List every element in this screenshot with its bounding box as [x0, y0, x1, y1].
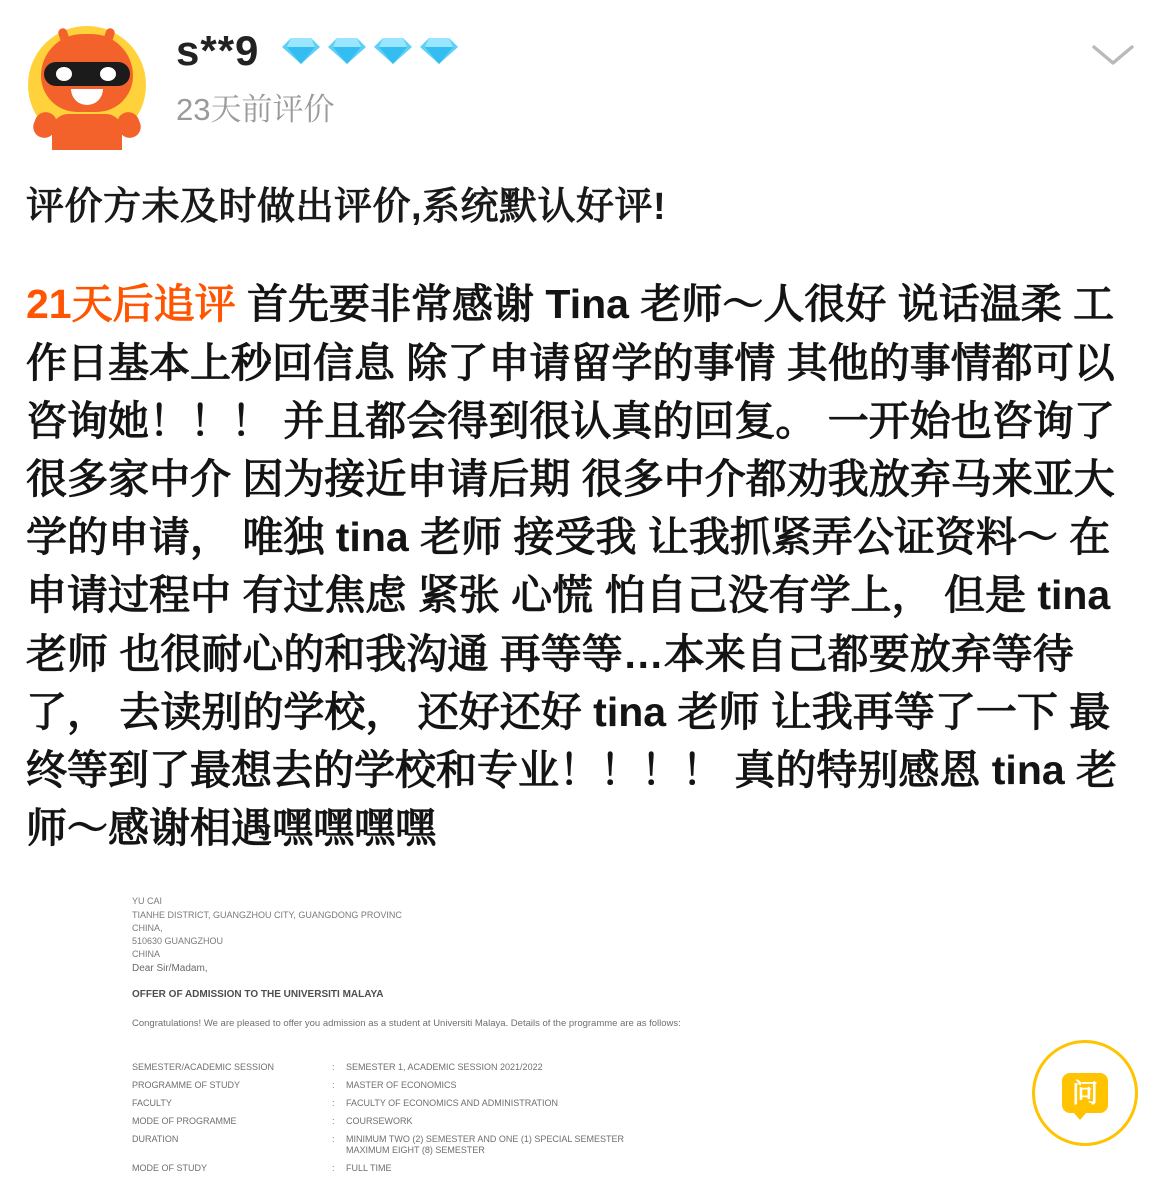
- table-row: [132, 1081, 712, 1092]
- avatar-body-icon: [52, 114, 122, 150]
- diamond-icon: [281, 36, 321, 66]
- detail-value: [346, 1164, 712, 1175]
- user-nickname: s**9: [176, 27, 260, 74]
- offer-letter-image[interactable]: [122, 881, 722, 1174]
- detail-key: DURATION: [132, 1134, 179, 1145]
- detail-value-line: MINIMUM TWO (2) SEMESTER AND ONE (1) SPECIAL SEMESTER: [346, 1134, 625, 1145]
- offer-letter-salutation: Dear Sir/Madam,: [132, 963, 208, 975]
- first-comment-text: 评价方未及时做出评价,系统默认好评!: [26, 186, 667, 228]
- address-line: CHINA,: [132, 922, 163, 933]
- detail-colon: :: [332, 1163, 335, 1174]
- detail-colon: :: [332, 1098, 335, 1109]
- detail-colon: :: [332, 1134, 335, 1145]
- detail-colon: :: [332, 1080, 335, 1091]
- diamond-icon: [327, 36, 367, 66]
- ask-button-label: 问: [1071, 1078, 1098, 1108]
- table-row: [132, 1099, 712, 1110]
- avatar[interactable]: [28, 26, 146, 144]
- table-row: [132, 1117, 712, 1128]
- detail-value-line: MAXIMUM EIGHT (8) SEMESTER: [346, 1145, 485, 1156]
- append-label: 21天后追评: [26, 281, 236, 328]
- address-line: CHINA: [132, 948, 161, 959]
- review-time: 23天前评价: [176, 92, 335, 127]
- ask-button[interactable]: [1032, 1040, 1138, 1146]
- avatar-eye-left-icon: [56, 67, 72, 81]
- review-header: [0, 0, 1170, 144]
- diamond-icon: [373, 36, 413, 66]
- detail-key: PROGRAMME OF STUDY: [132, 1080, 241, 1091]
- append-comment-block: [26, 275, 1144, 857]
- detail-value-line: SEMESTER 1, ACADEMIC SESSION 2021/2022: [346, 1062, 543, 1073]
- detail-value-line: FULL TIME: [346, 1163, 392, 1174]
- nickname-row: [176, 27, 1142, 74]
- detail-value: [346, 1081, 712, 1092]
- detail-value: [346, 1117, 712, 1128]
- offer-letter-title: OFFER OF ADMISSION TO THE UNIVERSITI MALAYA: [132, 989, 384, 1001]
- address-line: TIANHE DISTRICT, GUANGZHOU CITY, GUANGDONG PROVINC: [132, 909, 402, 920]
- table-row: [132, 1135, 712, 1157]
- offer-letter-paragraph: Congratulations! We are pleased to offer you admission as a student at Universiti Malaya. Details of the programme are as follows:: [132, 1018, 681, 1030]
- detail-key: MODE OF STUDY: [132, 1163, 208, 1174]
- user-level-gems: [281, 36, 459, 66]
- detail-value-line: COURSEWORK: [346, 1116, 413, 1127]
- detail-colon: :: [332, 1062, 335, 1073]
- address-line: YU CAI: [132, 896, 163, 907]
- detail-value-line: MASTER OF ECONOMICS: [346, 1080, 457, 1091]
- table-row: [132, 1063, 712, 1074]
- detail-value: [346, 1099, 712, 1110]
- address-line: 510630 GUANGZHOU: [132, 935, 224, 946]
- detail-key: SEMESTER/ACADEMIC SESSION: [132, 1062, 275, 1073]
- offer-letter-address: [132, 895, 402, 960]
- chevron-down-icon[interactable]: [1090, 40, 1136, 68]
- detail-value: [346, 1135, 712, 1157]
- detail-value: [346, 1063, 712, 1074]
- review-body: [0, 182, 1170, 1174]
- append-comment-text: 首先要非常感谢 Tina 老师～人很好 说话温柔 工作日基本上秒回信息 除了申请留学的事情 其他的事情都可以咨询她！！！ 并且都会得到很认真的回复。 一开始也咨询了很多家中介 因为接近申请后期 很多中介都劝我放弃马来亚大学的申请， 唯独 tina 老师 接受我 让我抓紧弄公证资料～ 在申请过程中 有过焦虑 紧张 心慌 怕自己没有学上， 但是 tina 老师 也很耐心的和我沟通 再等等…本来自己都要放弃等待了， 去读别的学校， 还好还好 tina 老师 让我再等了一下 最终等到了最想去的学校和专业！！！！ 真的特别感恩 tina 老师～感谢相遇嘿嘿嘿嘿: [26, 281, 1118, 852]
- avatar-eye-right-icon: [100, 67, 116, 81]
- diamond-icon: [419, 36, 459, 66]
- chat-bubble-icon: [1062, 1073, 1108, 1113]
- detail-colon: :: [332, 1116, 335, 1127]
- offer-letter-details-table: [132, 1063, 712, 1182]
- user-info: [176, 26, 1142, 125]
- detail-value-line: FACULTY OF ECONOMICS AND ADMINISTRATION: [346, 1098, 559, 1109]
- table-row: [132, 1164, 712, 1175]
- detail-key: MODE OF PROGRAMME: [132, 1116, 237, 1127]
- detail-key: FACULTY: [132, 1098, 172, 1109]
